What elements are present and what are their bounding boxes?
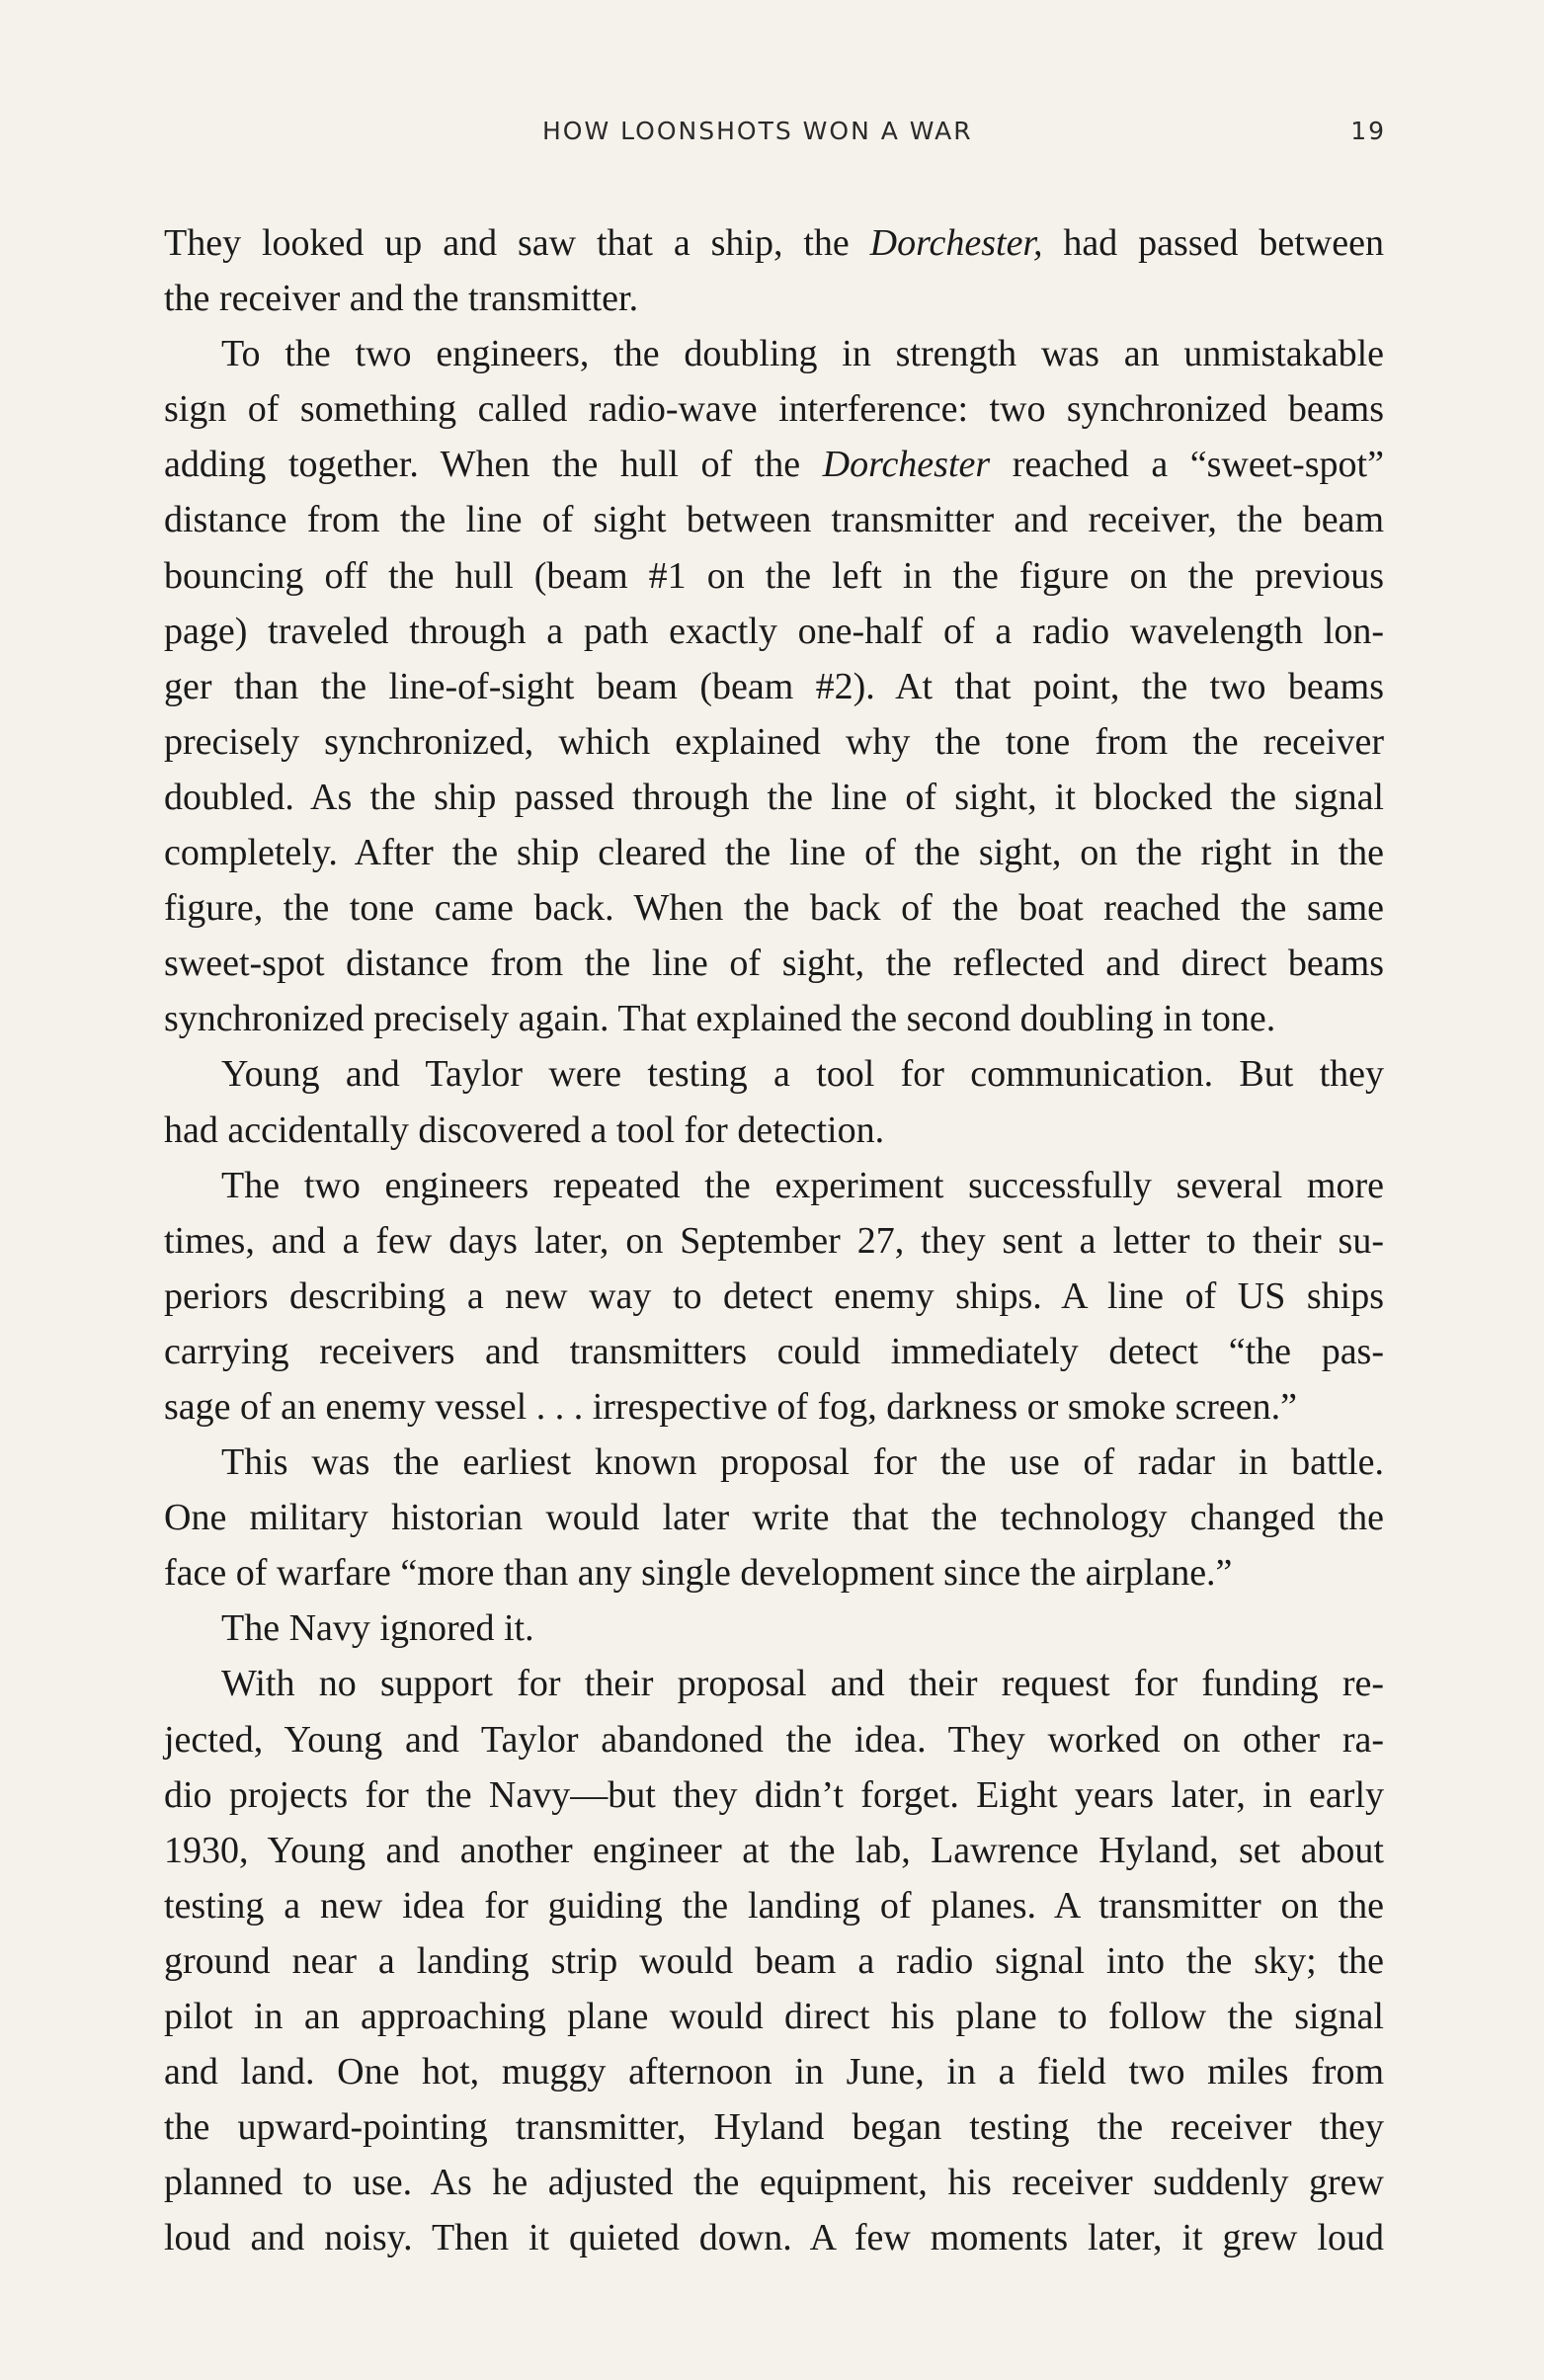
text-line: jected, Young and Taylor abandoned the idea. They worked on other ra- xyxy=(164,1718,1384,1761)
text-line: pilot in an approaching plane would direct his plane to follow the signal xyxy=(164,1996,1384,2037)
text-line: the receiver and the transmitter. xyxy=(164,278,639,320)
text-line: adding together. When the hull of the Dorchester reached a “sweet-spot” xyxy=(164,444,1384,486)
paragraph xyxy=(164,1656,1384,2265)
text-line: sign of something called radio-wave interference: two synchronized beams xyxy=(164,388,1384,431)
text-line: figure, the tone came back. When the back of the boat reached the same xyxy=(164,887,1384,930)
ship-name-italic: Dorchester xyxy=(822,444,991,486)
paragraph xyxy=(164,1600,1384,1656)
text-line: 1930, Young and another engineer at the lab, Lawrence Hyland, set about xyxy=(164,1829,1384,1871)
paragraph xyxy=(164,326,1384,1046)
text-line: testing a new idea for guiding the landing of planes. A transmitter on the xyxy=(164,1884,1384,1927)
text-line: periors describing a new way to detect enemy ships. A line of US ships xyxy=(164,1274,1384,1317)
chapter-title: HOW LOONSHOTS WON A WAR xyxy=(542,117,973,145)
text-line: synchronized precisely again. That explained the second doubling in tone. xyxy=(164,998,1276,1040)
text-line: ground near a landing strip would beam a radio signal into the sky; the xyxy=(164,1939,1384,1982)
paragraph xyxy=(164,1435,1384,1600)
text-line: times, and a few days later, on September 27, they sent a letter to their su- xyxy=(164,1219,1384,1262)
text-line: face of warfare “more than any single development since the airplane.” xyxy=(164,1552,1233,1595)
text-line: With no support for their proposal and their request for funding re- xyxy=(221,1663,1384,1705)
text-line: dio projects for the Navy—but they didn’t forget. Eight years later, in early xyxy=(164,1773,1384,1816)
text-line: Young and Taylor were testing a tool for communication. But they xyxy=(221,1053,1384,1096)
text-line: The Navy ignored it. xyxy=(221,1607,534,1650)
text-line: One military historian would later write that the technology changed the xyxy=(164,1497,1384,1539)
text-line: bouncing off the hull (beam #1 on the left in the figure on the previous xyxy=(164,554,1384,597)
text-line: the upward-pointing transmitter, Hyland began testing the receiver they xyxy=(164,2106,1384,2149)
text-line: page) traveled through a path exactly one-half of a radio wavelength lon- xyxy=(164,610,1384,652)
text-line: carrying receivers and transmitters could immediately detect “the pas- xyxy=(164,1330,1384,1372)
text-line: completely. After the ship cleared the line of the sight, on the right in the xyxy=(164,832,1384,874)
paragraph xyxy=(164,1046,1384,1157)
text-line: sage of an enemy vessel . . . irrespective of fog, darkness or smoke screen.” xyxy=(164,1385,1297,1428)
text-line: had accidentally discovered a tool for detection. xyxy=(164,1108,885,1151)
text-line: They looked up and saw that a ship, the Dorchester, had passed between xyxy=(164,222,1384,264)
paragraph xyxy=(164,215,1384,326)
text-line: doubled. As the ship passed through the line of sight, it blocked the signal xyxy=(164,776,1384,818)
page-number: 19 xyxy=(1350,117,1386,145)
text-line: This was the earliest known proposal for the use of radar in battle. xyxy=(221,1441,1384,1484)
text-line: The two engineers repeated the experiment successfully several more xyxy=(221,1164,1384,1206)
text-line: planned to use. As he adjusted the equipment, his receiver suddenly grew xyxy=(164,2162,1384,2204)
text-line: precisely synchronized, which explained why the tone from the receiver xyxy=(164,720,1384,763)
body-text xyxy=(164,215,1384,2265)
text-line: and land. One hot, muggy afternoon in June, in a field two miles from xyxy=(164,2051,1384,2093)
text-line: distance from the line of sight between transmitter and receiver, the beam xyxy=(164,499,1384,541)
paragraph xyxy=(164,1158,1384,1435)
text-line: To the two engineers, the doubling in strength was an unmistakable xyxy=(221,333,1384,375)
text-line: ger than the line-of-sight beam (beam #2). At that point, the two beams xyxy=(164,665,1384,707)
text-line: sweet-spot distance from the line of sight, the reflected and direct beams xyxy=(164,943,1384,985)
running-head xyxy=(0,117,1544,152)
text-line: loud and noisy. Then it quieted down. A few moments later, it grew loud xyxy=(164,2217,1384,2259)
ship-name-italic: Dorchester, xyxy=(869,222,1043,264)
